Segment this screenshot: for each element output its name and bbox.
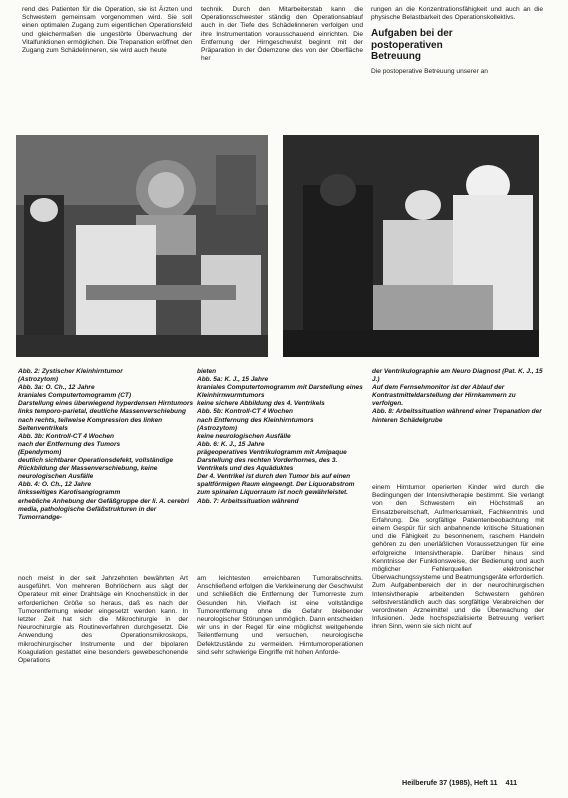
paragraph: am leichtesten erreichbaren Tumorabschnitts. Anschließend erfolgen die Verkleinerung der Geschwulst und schließlich die Entfernung der Tumorreste zum Gesunden hin. Vielfach ist eine vollständige Tumorentfernung ohne die Gefahr bleibender neurologischer Störungen unmöglich. Dann entscheiden wir uns in der Regel für eine möglichst weitgehende Teilentfernung und versuchen, neurologische Defektzustände zu vermeiden. Hirntumoroperationen sind sehr schwierige Eingriffe mit hohen Anforde-: [197, 575, 363, 656]
paragraph: einem Hirntumor operierten Kinder wird durch die Bedingungen der Intensivtherapie bestimmt. Sie verlangt von den Schwestern ein Höchstmaß an Einsatzbereitschaft, Aufmerksamkeit, Fachkenntnis und Erfahrung. Die sorgfältige Patientenbeobachtung mit einem Gespür für sich anbahnende kritische Situationen und die Fähigkeit zu besonnenem, raschem Handeln gehören zu den unerläßlichen Voraussetzungen für eine erfolgreiche Intensivtherapie. Darüber hinaus sind Kenntnisse der Funktionsweise, der Bedienung und auch möglicher Fehlerquellen elektronischer Überwachungssysteme und Beatmungsgeräte erforderlich. Zum Aufgabenbereich der in der neurochirurgischen Intensivtherapie arbeitenden Schwestern gehören selbstverständlich auch das sorgfältige Verabreichen der verordneten Arzneimittel und die Überwachung der Infusionen. Jede hochspezialisierte Betreuung verliert ihren Sinn, wenn sie sich nicht auf: [372, 484, 544, 631]
section-heading: Aufgaben bei der postoperativen Betreuung: [371, 28, 453, 63]
figure-caption: der Ventrikulographie am Neuro Diagnost (Pat. K. J., 15 J.) Auf dem Fernsehmonitor ist der Ablauf der Kontrastmitteldarstellung der Hirnkammern zu verfolgen. Abb. 8: Arbeitssituation während einer Trepanation der hinteren Schädelgrube: [372, 368, 543, 424]
paragraph: noch meist in der seit Jahrzehnten bewährten Art ausgeführt. Von mehreren Bohrlöchern aus sägt der Operateur mit einer Drahtsäge ein Knochenstück in der erforderlichen Größe so heraus, daß es nach der Tumorentfernung wieder eingesetzt werden kann. In letzter Zeit hat sich die Mikrochirurgie in der Neurochirurgie als Routineverfahren durchgesetzt. Die Anwendung des Operationsmikroskops, mikrochirurgischer Instrumente und der bipolaren Koagulation gestattet eine besonders gewebeschonende Operations: [18, 575, 188, 665]
journal-volume: 37: [439, 778, 448, 787]
photo-surgeons: [283, 135, 539, 357]
caption-column-1: [18, 368, 194, 522]
caption-column-3: [372, 368, 544, 425]
journal-year: (1985): [449, 778, 470, 787]
paragraph: rungen an die Konzentrationsfähigkeit und auch an die physische Belastbarkeit des Operationskollektivs.: [371, 6, 543, 22]
figure-caption: Abb. 2: Zystischer Kleinhirntumor (Astrozytom) Abb. 3a: O. Ch., 12 Jahre kraniales Computertomogramm (CT) Darstellung eines überwiegend hyperdensen Hirntumors links temporo-parietal, deutliche Massenverschiebung nach rechts, teilweise Kompression des linken Seitenventrikels Abb. 3b: Kontroll-CT 4 Wochen nach der Entfernung des Tumors (Ependymom) deutlich sichtbarer Operationsdefekt, vollständige Rückbildung der Massenverschiebung, keine neurologischen Ausfälle Abb. 4: O. Ch., 12 Jahre linksseitiges Karotisangiogramm erhebliche Anhebung der Gefäßgruppe der li. A. cerebri media, pathologische Gefäßstrukturen in der Tumorrandge-: [18, 368, 194, 521]
caption-column-2: [197, 368, 369, 506]
text-column-2-top: [201, 6, 363, 63]
text-column-1-top: [22, 6, 192, 55]
text-column-1-bottom: [18, 575, 188, 665]
text-column-3-bottom: [372, 484, 544, 632]
journal-issue: Heft 11: [473, 778, 498, 787]
page-footer: Heilberufe 37 (1985), Heft 11 411: [402, 778, 518, 787]
text-column-2-bottom: [197, 575, 363, 657]
journal-name: Heilberufe: [402, 778, 438, 787]
text-column-3-top: [371, 6, 543, 76]
paragraph: Die postoperative Betreuung unserer an: [371, 67, 488, 75]
page-number: 411: [505, 778, 518, 787]
photo-operating-room: [16, 135, 268, 357]
paragraph: rend des Patienten für die Operation, sie ist Ärzten und Schwestern gemeinsam vorgenommen wird. Sie soll einen optimalen Zugang zum eigentlichen Operationsfeld und gleichermaßen die ungestörte Überwachung der Vitalfunktionen ermöglichen. Die Trepanation eröffnet den Zugang zum Schädelinneren, sie wird auch heute: [22, 6, 192, 55]
paragraph: technik. Durch den Mitarbeiterstab kann die Operationsschwester ständig den Operationsablauf auch in der Tiefe des Schädelinneren verfolgen und ihre Instrumentation vorausschauend einrichten. Die Entfernung der Hirngeschwulst beginnt mit der Präparation in der Ödemzone des von der Oberfläche her: [201, 6, 363, 63]
figure-caption: bieten Abb. 5a: K. J., 15 Jahre kraniales Computertomogramm mit Darstellung eines Kleinhirnwurmtumors keine sichere Abbildung des 4. Ventrikels Abb. 5b: Kontroll-CT 4 Wochen nach Entfernung des Kleinhirntumors (Astrozytom) keine neurologischen Ausfälle Abb. 6: K. J., 15 Jahre prägeoperatives Ventrikulogramm mit Amipaque Darstellung des rechten Vorderhornes, des 3. Ventrikels und des Aquäduktes Der 4. Ventrikel ist durch den Tumor bis auf einen spaltförmigen Raum eingeengt. Der Liquorabstrom zum spinalen Liquorraum ist noch gewährleistet. Abb. 7: Arbeitssituation während: [197, 368, 363, 505]
